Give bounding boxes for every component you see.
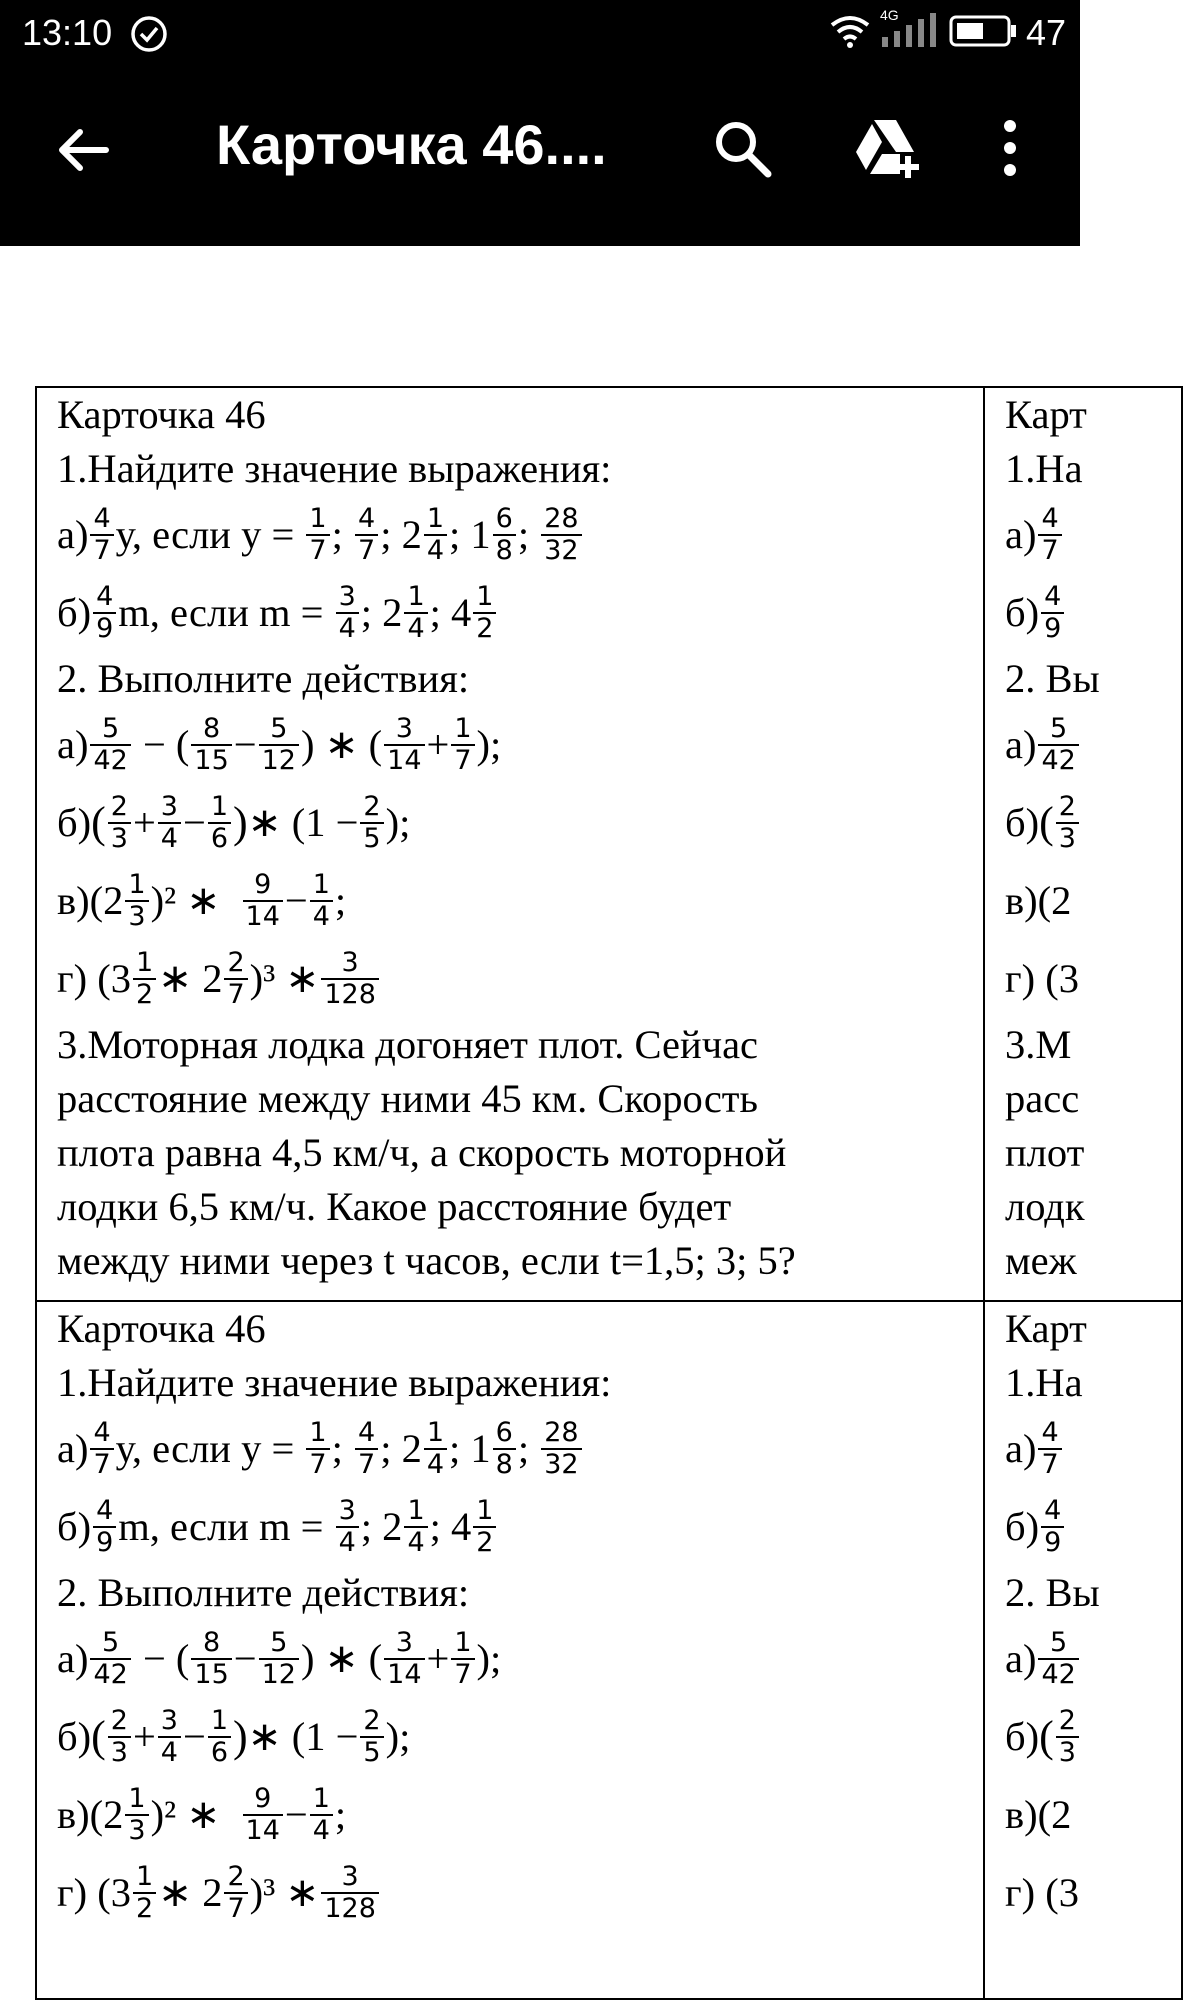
- card-cell: [35, 1300, 985, 2000]
- right-line: расс: [1005, 1076, 1080, 1121]
- right-line: 1.На: [1005, 446, 1083, 491]
- right-label: а): [1005, 722, 1037, 767]
- status-bar: [0, 0, 1080, 68]
- task3-line-3: плота равна 4,5 км/ч, а скорость моторной: [57, 1130, 787, 1175]
- task2-a-label: а): [57, 1636, 89, 1681]
- task2-heading: 2. Выполните действия:: [57, 656, 470, 701]
- signal-icon: [879, 6, 940, 54]
- task2-v: в) (2 $\frac{1}{3}$ )² ∗ $\frac{9}{14}$ − $\frac{1}{4}$ ;: [57, 869, 347, 932]
- task1-a: а) $\frac{4}{7}$ у, если у = $\frac{1}{7}$ ; $\frac{4}{7}$ ; 2 $\frac{1}{4}$ ; 1 $\frac{6}{8}$ ; $\frac{28}{32}$: [57, 496, 975, 574]
- right-label: б): [1005, 800, 1040, 845]
- task1-heading: 1.Найдите значение выражения:: [57, 446, 612, 491]
- task2-g-label: г): [57, 1870, 88, 1915]
- task1-heading: 1.Найдите значение выражения:: [57, 1360, 612, 1405]
- card-title: Карточка 46: [57, 1306, 266, 1351]
- task2-a: а) $\frac{5}{42}$ − ( $\frac{8}{15}$ − $\frac{5}{12}$ ) ∗ ( $\frac{3}{14}$ + $\frac{1}{7}$ );: [57, 1627, 502, 1690]
- task3-line-5: между ними через t часов, если t=1,5; 3; 5?: [57, 1238, 796, 1283]
- right-line: 3.М: [1005, 1022, 1072, 1067]
- battery-level: 47: [1025, 12, 1066, 53]
- right-math-line: б) $\frac{4}{9}$: [1005, 1488, 1173, 1566]
- task2-b: б) ( $\frac{2}{3}$ + $\frac{3}{4}$ − $\frac{1}{6}$ ) ∗ (1 − $\frac{2}{5}$ );: [57, 1705, 411, 1768]
- task1-b: б) $\frac{4}{9}$ m, если m = $\frac{3}{4}$ ; 2 $\frac{1}{4}$ ; 4 $\frac{1}{2}$: [57, 1488, 975, 1566]
- right-line: в)(2: [1005, 878, 1072, 923]
- right-line: г) (3: [1005, 956, 1079, 1001]
- right-label: а): [1005, 1636, 1037, 1681]
- document-title: Карточка 46....: [216, 113, 607, 176]
- task2-v-label: в): [57, 1792, 90, 1837]
- right-label: б): [1005, 1714, 1040, 1759]
- search-icon[interactable]: [712, 118, 774, 185]
- sync-check-icon: [130, 15, 168, 58]
- document-page: [35, 386, 1100, 1924]
- task2-g: г) (3 $\frac{1}{2}$ ∗ 2 $\frac{2}{7}$ )³ ∗ $\frac{3}{128}$: [57, 1854, 975, 1932]
- task2-g-label: г): [57, 956, 88, 1001]
- wifi-icon: [828, 13, 872, 54]
- task2-a-label: а): [57, 722, 89, 767]
- battery-icon: [948, 13, 1018, 54]
- task2-b-label: б): [57, 1714, 92, 1759]
- right-math-line: а) $\frac{4}{7}$: [1005, 496, 1173, 574]
- task1-a-label: а): [57, 512, 89, 557]
- task1-a-text: у, если у =: [115, 1426, 295, 1471]
- right-math-line: а) $\frac{5}{42}$: [1005, 1620, 1173, 1698]
- network-type-label: 4G: [879, 6, 899, 23]
- right-line: г) (3: [1005, 1870, 1079, 1915]
- right-label: б): [1005, 590, 1040, 635]
- task1-b-label: б): [57, 590, 92, 635]
- task1-b: б) $\frac{4}{9}$ m, если m = $\frac{3}{4}$ ; 2 $\frac{1}{4}$ ; 4 $\frac{1}{2}$: [57, 574, 975, 652]
- card-cell-right: [983, 386, 1183, 1302]
- right-line: Карт: [1005, 392, 1087, 437]
- task3-line-2: расстояние между ними 45 км. Скорость: [57, 1076, 758, 1121]
- card-cell-right: [983, 1300, 1183, 2000]
- card-title: Карточка 46: [57, 392, 266, 437]
- task3-line-1: 3.Моторная лодка догоняет плот. Сейчас: [57, 1022, 759, 1067]
- status-time: 13:10: [22, 12, 113, 53]
- add-to-drive-icon[interactable]: [852, 116, 922, 185]
- right-line: плот: [1005, 1130, 1085, 1175]
- right-line: 2. Вы: [1005, 1570, 1100, 1615]
- task2-g: г) (3 $\frac{1}{2}$ ∗ 2 $\frac{2}{7}$ )³ ∗ $\frac{3}{128}$: [57, 940, 975, 1018]
- task2-v-label: в): [57, 878, 90, 923]
- right-label: а): [1005, 1426, 1037, 1471]
- task2-a: а) $\frac{5}{42}$ − ( $\frac{8}{15}$ − $\frac{5}{12}$ ) ∗ ( $\frac{3}{14}$ + $\frac{1}{7}$ );: [57, 713, 502, 776]
- right-math-line: а) $\frac{4}{7}$: [1005, 1410, 1173, 1488]
- right-label: б): [1005, 1504, 1040, 1549]
- back-arrow-icon[interactable]: [54, 120, 114, 185]
- task1-b-label: б): [57, 1504, 92, 1549]
- task2-b: б) ( $\frac{2}{3}$ + $\frac{3}{4}$ − $\frac{1}{6}$ ) ∗ (1 − $\frac{2}{5}$ );: [57, 791, 411, 854]
- right-line: лодк: [1005, 1184, 1085, 1229]
- task3-line-4: лодки 6,5 км/ч. Какое расстояние будет: [57, 1184, 732, 1229]
- task2-b-label: б): [57, 800, 92, 845]
- right-label: а): [1005, 512, 1037, 557]
- right-math-line: б) ( $\frac{2}{3}$: [1005, 784, 1173, 862]
- app-bar: [0, 68, 1080, 246]
- task1-a-text: у, если у =: [115, 512, 295, 557]
- right-line: 1.На: [1005, 1360, 1083, 1405]
- right-math-line: б) $\frac{4}{9}$: [1005, 574, 1173, 652]
- task1-a-label: а): [57, 1426, 89, 1471]
- right-math-line: б) ( $\frac{2}{3}$: [1005, 1698, 1173, 1776]
- card-cell: [35, 386, 985, 1302]
- task1-a: а) $\frac{4}{7}$ у, если у = $\frac{1}{7}$ ; $\frac{4}{7}$ ; 2 $\frac{1}{4}$ ; 1 $\frac{6}{8}$ ; $\frac{28}{32}$: [57, 1410, 975, 1488]
- task1-b-text: m, если m =: [118, 1504, 324, 1549]
- task1-b-text: m, если m =: [118, 590, 324, 635]
- right-math-line: а) $\frac{5}{42}$: [1005, 706, 1173, 784]
- task2-heading: 2. Выполните действия:: [57, 1570, 470, 1615]
- right-line: 2. Вы: [1005, 656, 1100, 701]
- task2-v: в) (2 $\frac{1}{3}$ )² ∗ $\frac{9}{14}$ − $\frac{1}{4}$ ;: [57, 1783, 347, 1846]
- right-line: в)(2: [1005, 1792, 1072, 1837]
- more-options-icon[interactable]: [998, 118, 1022, 183]
- right-line: Карт: [1005, 1306, 1087, 1351]
- right-line: меж: [1005, 1238, 1077, 1283]
